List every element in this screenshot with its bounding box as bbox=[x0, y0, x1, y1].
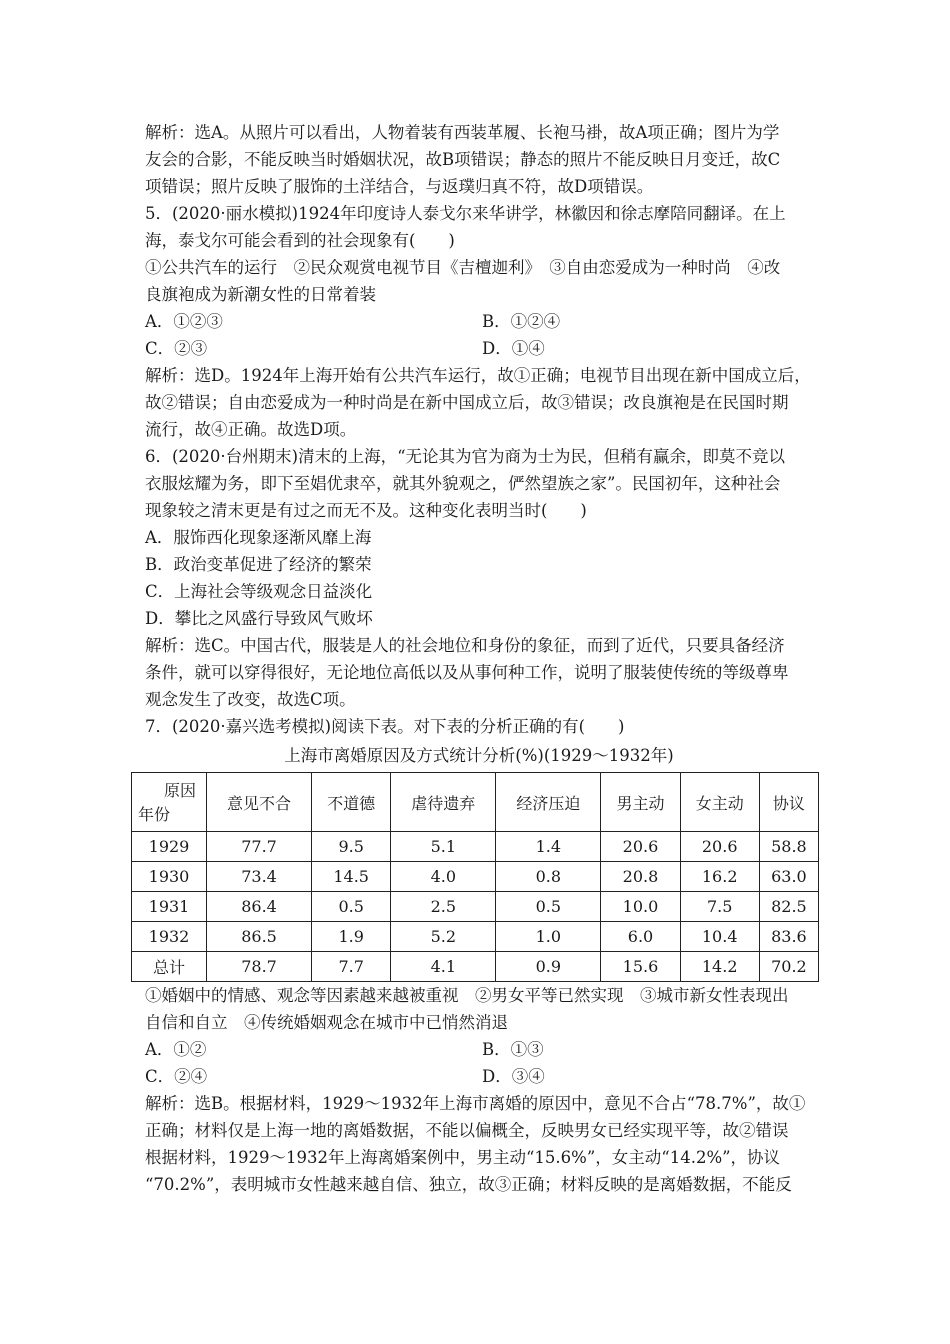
text-line: 海，泰戈尔可能会看到的社会现象有( ) bbox=[145, 231, 455, 250]
table-row bbox=[132, 832, 819, 862]
option-d: D．①④ bbox=[482, 339, 545, 358]
text-line: ①婚姻中的情感、观念等因素越来越被重视 ②男女平等已然实现 ③城市新女性表现出 bbox=[145, 986, 789, 1005]
text-line: 项错误；照片反映了服饰的土洋结合，与返璞归真不符，故D项错误。 bbox=[145, 177, 654, 196]
option-b: B．政治变革促进了经济的繁荣 bbox=[145, 555, 372, 574]
column-header: 经济压迫 bbox=[496, 773, 601, 832]
text-line: 友会的合影，不能反映当时婚姻状况，故B项错误；静态的照片不能反映日月变迁，故C bbox=[145, 150, 781, 169]
text-line: 解析：选C。中国古代，服装是人的社会地位和身份的象征，而到了近代，只要具备经济 bbox=[145, 636, 785, 655]
option-a: A．①②③ bbox=[145, 312, 223, 331]
table-cell: 73.4 bbox=[207, 862, 312, 892]
table-row-total bbox=[132, 952, 819, 982]
table-row bbox=[132, 922, 819, 952]
text-line: 条件，就可以穿得很好，无论地位高低以及从事何种工作，说明了服装使传统的等级尊卑 bbox=[145, 663, 789, 682]
table-cell: 7.5 bbox=[680, 892, 759, 922]
table-cell: 0.8 bbox=[496, 862, 601, 892]
table-corner-cell bbox=[132, 773, 207, 832]
text-line: 7．(2020·嘉兴选考模拟)阅读下表。对下表的分析正确的有( ) bbox=[145, 717, 625, 736]
table-cell: 86.4 bbox=[207, 892, 312, 922]
corner-label-reason: 原因 bbox=[163, 781, 196, 800]
table-cell: 63.0 bbox=[759, 862, 818, 892]
column-header: 虐待遗弃 bbox=[391, 773, 496, 832]
answer-explanation-7 bbox=[145, 1090, 813, 1198]
option-b: B．①③ bbox=[482, 1040, 544, 1059]
table-cell: 1930 bbox=[132, 862, 207, 892]
text-line: 正确；材料仅是上海一地的离婚数据，不能以偏概全，反映男女已经实现平等，故②错误 bbox=[145, 1121, 789, 1140]
column-header: 男主动 bbox=[601, 773, 680, 832]
table-cell: 83.6 bbox=[759, 922, 818, 952]
table-cell: 5.2 bbox=[391, 922, 496, 952]
divorce-statistics-table bbox=[131, 772, 819, 982]
table-cell: 6.0 bbox=[601, 922, 680, 952]
text-line: ①公共汽车的运行 ②民众观赏电视节目《吉檀迦利》 ③自由恋爱成为一种时尚 ④改 bbox=[145, 258, 781, 277]
text-line: 良旗袍成为新潮女性的日常着装 bbox=[145, 285, 376, 304]
text-line: 解析：选B。根据材料，1929～1932年上海市离婚的原因中，意见不合占“78.7%”，故① bbox=[145, 1094, 806, 1113]
table-cell: 16.2 bbox=[680, 862, 759, 892]
answer-explanation-4 bbox=[145, 119, 813, 200]
option-d: D．③④ bbox=[482, 1067, 545, 1086]
question-5 bbox=[145, 200, 813, 362]
option-d: D．攀比之风盛行导致风气败坏 bbox=[145, 609, 373, 628]
table-cell: 14.2 bbox=[680, 952, 759, 982]
table-header-row bbox=[132, 773, 819, 832]
options-row bbox=[145, 1063, 813, 1090]
text-line: 6．(2020·台州期末)清末的上海，“无论其为官为商为士为民，但稍有赢余，即莫不竞以 bbox=[145, 447, 786, 466]
text-line: 解析：选A。从照片可以看出，人物着装有西装革履、长袍马褂，故A项正确；图片为学 bbox=[145, 123, 780, 142]
table-cell: 14.5 bbox=[312, 862, 391, 892]
table-row bbox=[132, 862, 819, 892]
options-row bbox=[145, 1036, 813, 1063]
table-cell: 0.9 bbox=[496, 952, 601, 982]
table-cell: 20.8 bbox=[601, 862, 680, 892]
table-cell: 15.6 bbox=[601, 952, 680, 982]
table-caption: 上海市离婚原因及方式统计分析(%)(1929～1932年) bbox=[284, 746, 674, 765]
option-c: C．②③ bbox=[145, 339, 208, 358]
table-cell: 5.1 bbox=[391, 832, 496, 862]
table-cell: 1.4 bbox=[496, 832, 601, 862]
table-cell: 82.5 bbox=[759, 892, 818, 922]
text-line: 观念发生了改变，故选C项。 bbox=[145, 690, 356, 709]
table-cell: 78.7 bbox=[207, 952, 312, 982]
option-c: C．②④ bbox=[145, 1067, 208, 1086]
options-row bbox=[145, 308, 813, 335]
table-cell: 7.7 bbox=[312, 952, 391, 982]
corner-label-year: 年份 bbox=[138, 805, 171, 824]
table-cell: 1929 bbox=[132, 832, 207, 862]
text-line: 衣服炫耀为务，即下至娼优隶卒，就其外貌观之，俨然望族之家”。民国初年，这种社会 bbox=[145, 474, 781, 493]
column-header: 协议 bbox=[759, 773, 818, 832]
option-b: B．①②④ bbox=[482, 312, 561, 331]
answer-explanation-5-and-question-6 bbox=[145, 362, 813, 740]
table-cell: 1.9 bbox=[312, 922, 391, 952]
option-a: A．①② bbox=[145, 1040, 207, 1059]
table-cell: 70.2 bbox=[759, 952, 818, 982]
column-header: 意见不合 bbox=[207, 773, 312, 832]
options-row bbox=[145, 335, 813, 362]
table-cell: 0.5 bbox=[496, 892, 601, 922]
text-line: 解析：选D。1924年上海开始有公共汽车运行，故①正确；电视节目出现在新中国成立后， bbox=[145, 366, 811, 385]
text-line: 自信和自立 ④传统婚姻观念在城市中已悄然消退 bbox=[145, 1013, 508, 1032]
table-cell: 4.1 bbox=[391, 952, 496, 982]
question-7-statements bbox=[145, 982, 813, 1090]
text-line: 故②错误；自由恋爱成为一种时尚是在新中国成立后，故③错误；改良旗袍是在民国时期 bbox=[145, 393, 789, 412]
table-cell: 1932 bbox=[132, 922, 207, 952]
table-cell: 77.7 bbox=[207, 832, 312, 862]
column-header: 女主动 bbox=[680, 773, 759, 832]
table-cell: 1.0 bbox=[496, 922, 601, 952]
option-a: A．服饰西化现象逐渐风靡上海 bbox=[145, 528, 372, 547]
table-cell: 9.5 bbox=[312, 832, 391, 862]
table-cell: 4.0 bbox=[391, 862, 496, 892]
table-cell: 58.8 bbox=[759, 832, 818, 862]
document-page bbox=[138, 119, 813, 1198]
column-header: 不道德 bbox=[312, 773, 391, 832]
table-cell: 86.5 bbox=[207, 922, 312, 952]
text-line: 流行，故④正确。故选D项。 bbox=[145, 420, 357, 439]
text-line: 5．(2020·丽水模拟)1924年印度诗人泰戈尔来华讲学，林徽因和徐志摩陪同翻译。在上 bbox=[145, 204, 786, 223]
table-cell: 20.6 bbox=[680, 832, 759, 862]
table-cell: 1931 bbox=[132, 892, 207, 922]
text-line: “70.2%”，表明城市女性越来越自信、独立，故③正确；材料反映的是离婚数据，不能反 bbox=[145, 1175, 792, 1194]
text-line: 根据材料，1929～1932年上海离婚案例中，男主动“15.6%”，女主动“14.2%”，协议 bbox=[145, 1148, 781, 1167]
option-c: C．上海社会等级观念日益淡化 bbox=[145, 582, 373, 601]
table-cell: 20.6 bbox=[601, 832, 680, 862]
table-row bbox=[132, 892, 819, 922]
table-cell: 2.5 bbox=[391, 892, 496, 922]
table-cell: 0.5 bbox=[312, 892, 391, 922]
table-cell: 总计 bbox=[132, 952, 207, 982]
table-cell: 10.4 bbox=[680, 922, 759, 952]
text-line: 现象较之清末更是有过之而无不及。这种变化表明当时( ) bbox=[145, 501, 587, 520]
table-cell: 10.0 bbox=[601, 892, 680, 922]
